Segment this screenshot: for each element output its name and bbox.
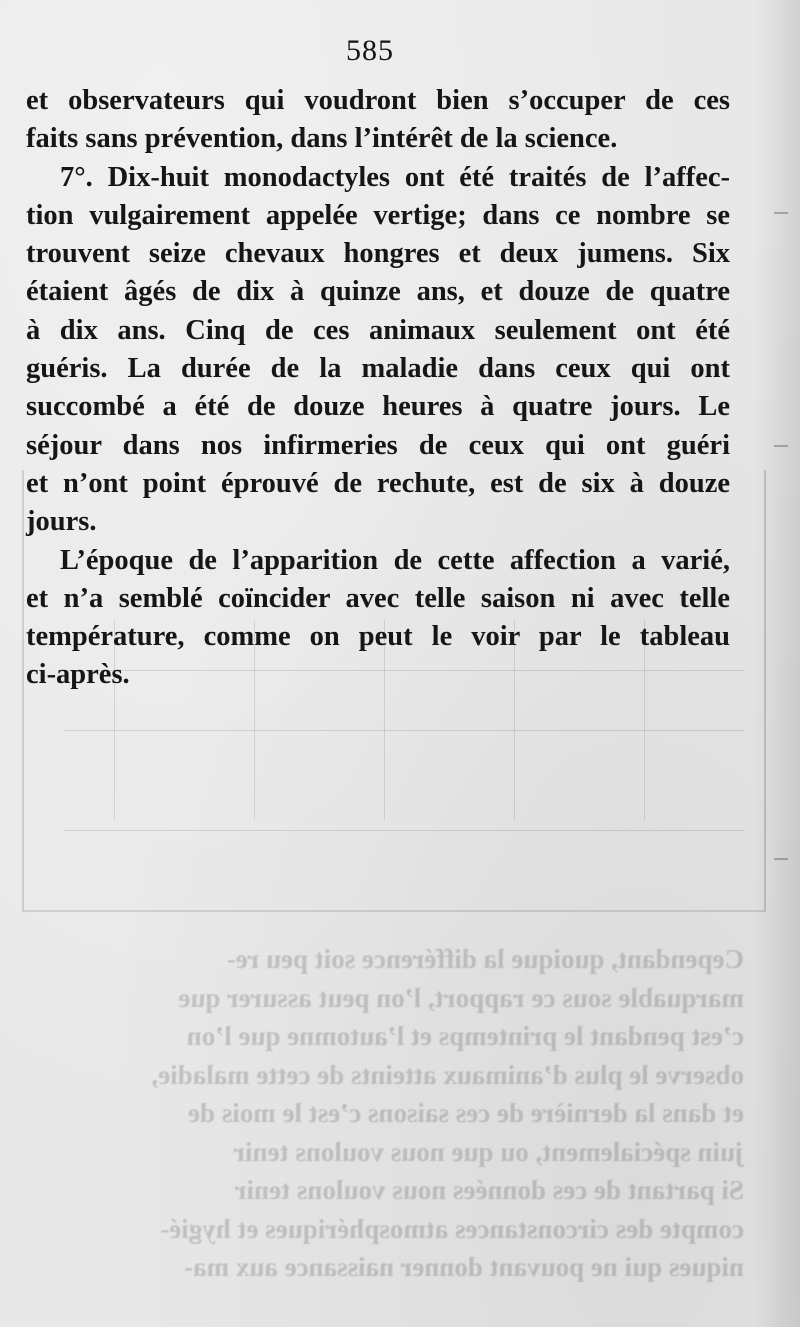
bleed-through-line: niques qui ne pouvant donner naissance aux ma-	[184, 1252, 744, 1282]
margin-mark	[774, 212, 788, 214]
text-line: 7°. Dix-huit monodactyles ont été traités de l’affec-	[60, 161, 730, 193]
bleed-through-line: et dans la dernière de ces saisons c’est le mois de	[188, 1098, 744, 1128]
bleed-through-line: Si partant de ces données nous voulons tenir	[234, 1175, 744, 1205]
page-number: 585	[346, 34, 394, 67]
body-text	[26, 82, 730, 695]
text-line: étaient âgés de dix à quinze ans, et douze de quatre	[26, 276, 730, 308]
text-line: trouvent seize chevaux hongres et deux jumens. Six	[26, 238, 730, 270]
text-line: guéris. La durée de la maladie dans ceux qui ont	[26, 353, 730, 385]
page-edge-shadow	[754, 0, 800, 1327]
bleed-through-line: c’est pendant le printemps et l’automne que l’on	[186, 1021, 744, 1051]
text-line: ci-après.	[26, 659, 130, 691]
text-line: L’époque de l’apparition de cette affection a varié,	[60, 544, 730, 576]
text-line: jours.	[26, 506, 97, 538]
bleed-through-line: Cependant, quoique la différence soit peu re-	[226, 944, 744, 974]
text-line: séjour dans nos infirmeries de ceux qui ont guéri	[26, 429, 730, 461]
text-line: et n’ont point éprouvé de rechute, est de six à douze	[26, 467, 730, 499]
margin-mark	[774, 445, 788, 447]
text-line: à dix ans. Cinq de ces animaux seulement ont été	[26, 314, 730, 346]
margin-mark	[774, 858, 788, 860]
bleed-through-line: marquable sous ce rapport, l’on peut assurer que	[178, 982, 744, 1013]
text-line: faits sans prévention, dans l’intérêt de la science.	[26, 123, 618, 155]
paragraph-2	[26, 159, 730, 542]
text-line: et observateurs qui voudront bien s’occuper de ces	[26, 85, 730, 116]
text-line: et n’a semblé coïncider avec telle saison ni avec telle	[26, 582, 730, 614]
paragraph-1	[26, 82, 730, 159]
bleed-through-line: compte des circonstances atmosphériques et hygié-	[160, 1213, 744, 1244]
text-line: tion vulgairement appelée vertige; dans ce nombre se	[26, 199, 730, 231]
bleed-through-line: observe le plus d’animaux atteints de cette maladie,	[151, 1059, 744, 1090]
paragraph-3	[26, 542, 730, 695]
text-line: température, comme on peut le voir par le tableau	[26, 621, 730, 653]
text-line: succombé a été de douze heures à quatre jours. Le	[26, 391, 730, 423]
bleed-through-line: juin spécialement, ou que nous voulons tenir	[233, 1136, 744, 1167]
